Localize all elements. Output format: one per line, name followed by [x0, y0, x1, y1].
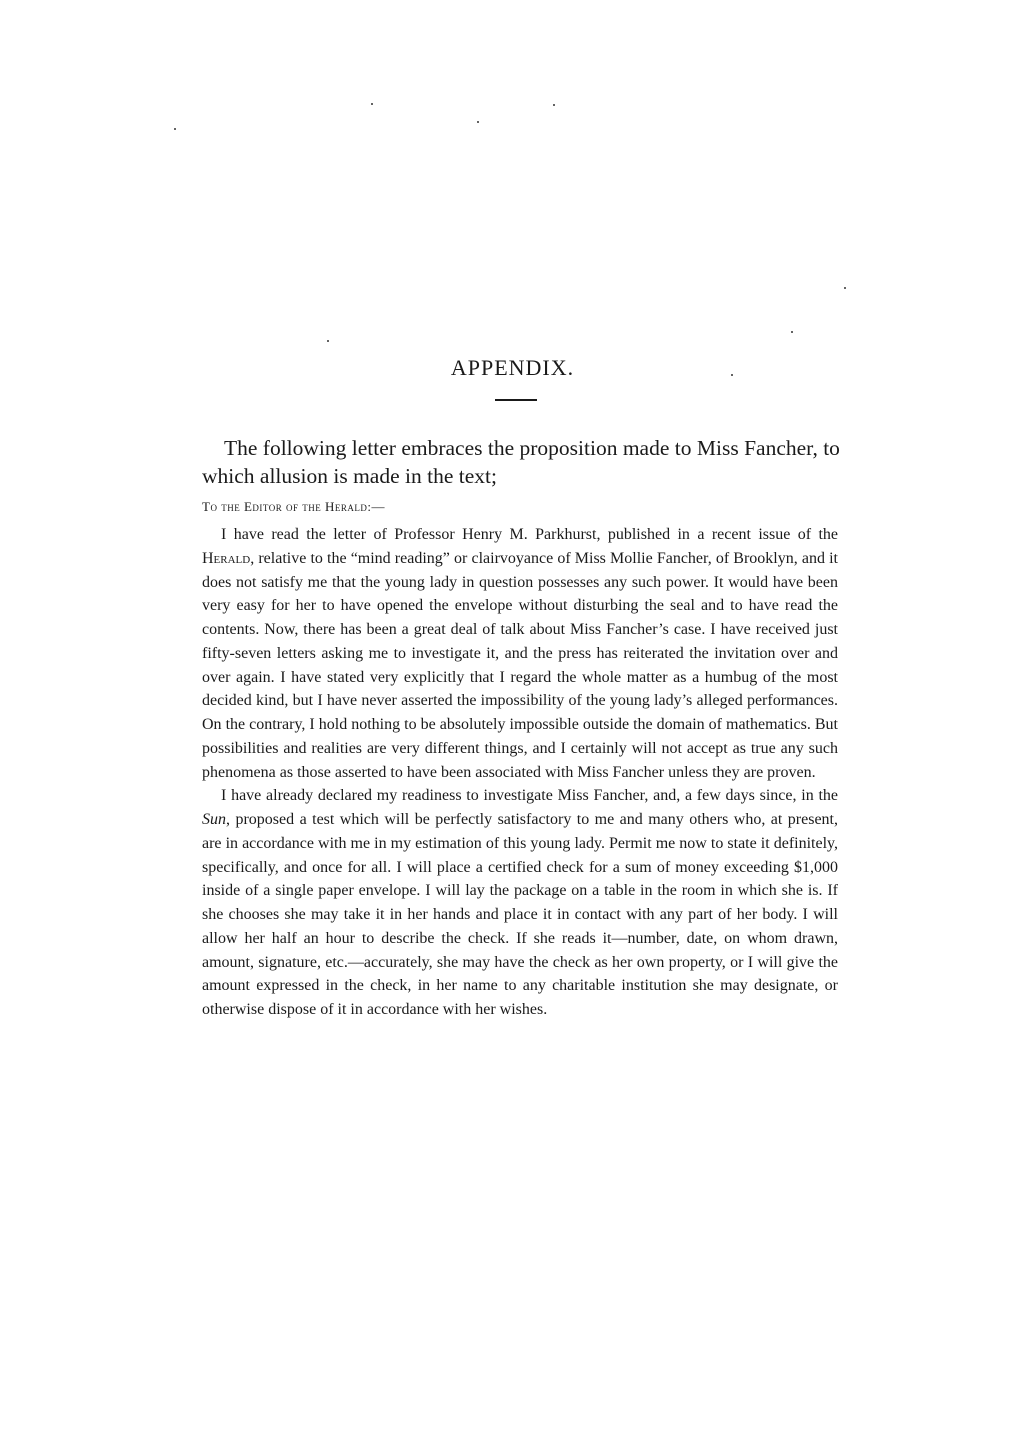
- heading-divider: [495, 399, 537, 401]
- scan-speck: [553, 104, 555, 106]
- salutation-suffix: :—: [367, 499, 385, 514]
- letter-body: [202, 523, 838, 1022]
- letter-paragraph-2: [202, 784, 838, 1022]
- scan-speck: [174, 128, 176, 130]
- salutation: [202, 499, 385, 515]
- page-title: APPENDIX.: [450, 355, 575, 380]
- scan-speck: [844, 287, 846, 289]
- letter-paragraph-1: [202, 523, 838, 784]
- scan-speck: [327, 340, 329, 342]
- sun-reference: Sun: [202, 811, 226, 828]
- scan-speck: [791, 331, 793, 333]
- paragraph-2-part-2: , proposed a test which will be perfectly satisfactory to me and many others who, at present, are in accordance with me in my estimation of this young lady. Permit me now to state it definitely, specifically, and once for all. I will place a certified check for a sum of money exceeding $1,000 inside of a single paper envelope. I will lay the package on a table in the room in which she is. If she chooses she may take it in her hands and place it in contact with any part of her body. I will allow her half an hour to describe the check. If she reads it—number, date, on whom drawn, amount, signature, etc.—accurately, she may have the check as her own property, or I will give the amount expressed in the check, in her name to any charitable institution she may designate, or otherwise dispose of it in accordance with her wishes.: [202, 811, 838, 1018]
- paragraph-1-part-2: , relative to the “mind reading” or clairvoyance of Miss Mollie Fancher, of Brooklyn, and it does not satisfy me that the young lady in question possesses any such power. It would have been very easy for her to have opened the envelope without disturbing the seal and to have read the contents. Now, there has been a great deal of talk about Miss Fancher’s case. I have received just fifty-seven letters asking me to investigate it, and the press has reiterated the invitation over and over again. I have stated very explicitly that I regard the whole matter as a humbug of the most decided kind, but I have never asserted the impossibility of the young lady’s alleged performances. On the contrary, I hold nothing to be absolutely impossible outside the domain of mathematics. But possibilities and realities are very different things, and I certainly will not accept as true any such phenomena as those asserted to have been associated with Miss Fancher unless they are proven.: [202, 549, 838, 781]
- intro-text: The following letter embraces the proposition made to Miss Fancher, to which allusion is made in the text;: [202, 436, 840, 488]
- scan-speck: [477, 121, 479, 123]
- paragraph-2-part-1: I have already declared my readiness to investigate Miss Fancher, and, a few days since, in the: [221, 787, 838, 805]
- scan-speck: [371, 103, 373, 105]
- salutation-to: To the: [202, 499, 241, 514]
- salutation-herald: Herald: [324, 499, 368, 514]
- paragraph-1-part-1: I have read the letter of Professor Henry M. Parkhurst, published in a recent issue of the: [221, 526, 838, 543]
- herald-reference: Herald: [202, 549, 251, 567]
- salutation-editor: Editor of the: [243, 499, 322, 514]
